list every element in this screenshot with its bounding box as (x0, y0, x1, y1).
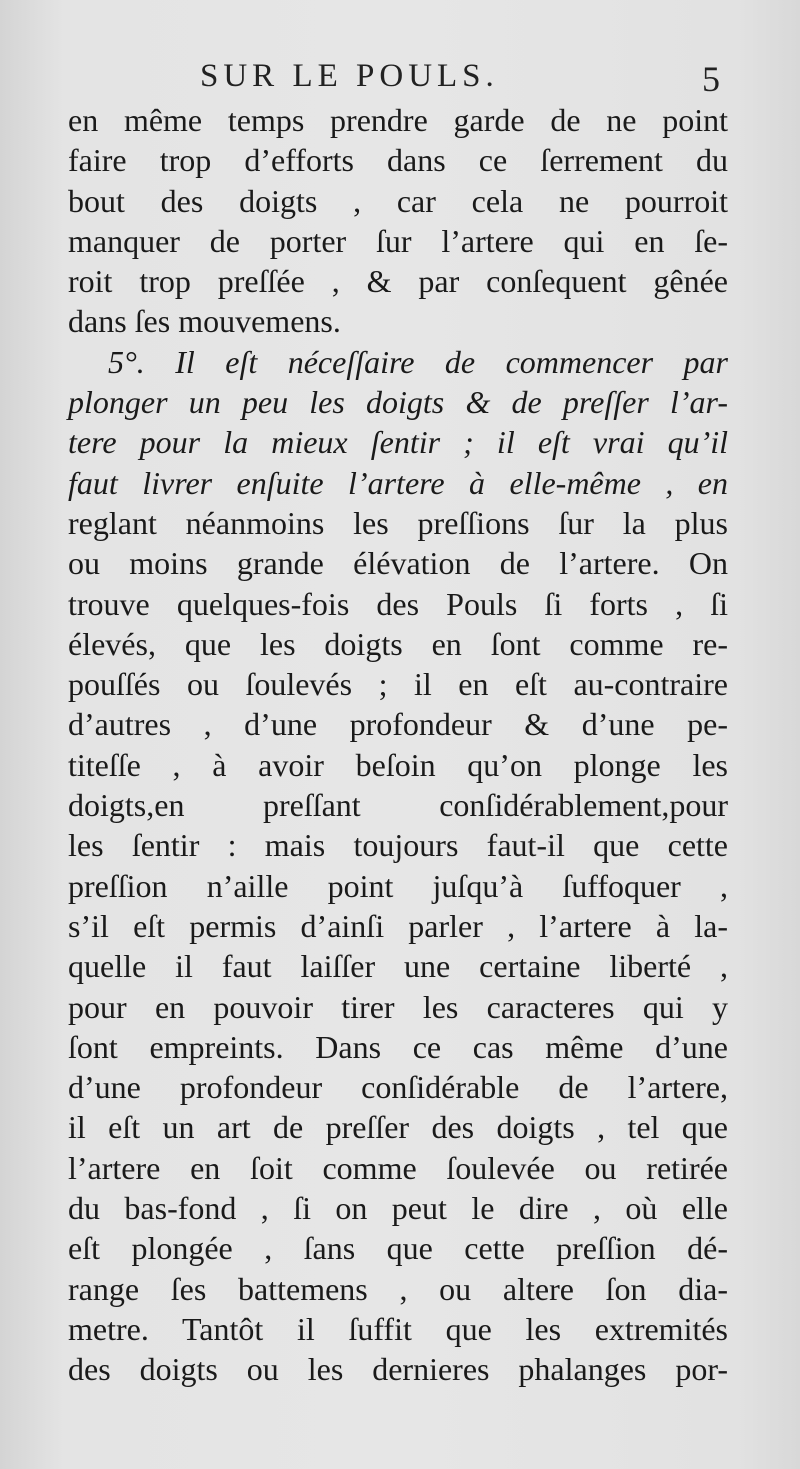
text-line: d’une profondeur conſidérable de l’artere, (68, 1069, 728, 1106)
text-line: les ſentir : mais toujours faut-il que cette (68, 827, 728, 864)
text-line: ou moins grande élévation de l’artere. On (68, 545, 728, 582)
text-line: 5°. Il eſt néceſſaire de commencer par (108, 343, 728, 380)
body-text (68, 100, 728, 1390)
text-line: preſſion n’aille point juſqu’à ſuffoquer , (68, 867, 728, 904)
text-line: l’artere en ſoit comme ſoulevée ou retirée (68, 1149, 728, 1186)
text-line: des doigts ou les dernieres phalanges por- (68, 1351, 728, 1388)
text-line: tere pour la mieux ſentir ; il eſt vrai qu’il (68, 424, 728, 461)
text-line: dans ſes mouvemens. (68, 303, 341, 340)
page-number: 5 (702, 59, 720, 99)
text-line: doigts,en preſſant conſidérablement,pour (68, 787, 728, 824)
text-line: s’il eſt permis d’ainſi parler , l’artere à la- (68, 907, 728, 944)
text-line: d’autres , d’une profondeur & d’une pe- (68, 706, 728, 743)
text-line: faut livrer enſuite l’artere à elle-même , en (68, 464, 728, 501)
text-line: ſont empreints. Dans ce cas même d’une (68, 1028, 728, 1065)
text-line: titeſſe , à avoir beſoin qu’on plonge les (68, 746, 728, 783)
text-line: élevés, que les doigts en ſont comme re- (68, 625, 728, 662)
text-line: eſt plongée , ſans que cette preſſion dé- (68, 1230, 728, 1267)
text-line: reglant néanmoins les preſſions ſur la plus (68, 504, 728, 541)
text-line: plonger un peu les doigts & de preſſer l’ar- (68, 384, 728, 421)
text-line: bout des doigts , car cela ne pourroit (68, 182, 728, 219)
running-head: SUR LE POULS. (200, 58, 499, 94)
text-line: du bas-fond , ſi on peut le dire , où elle (68, 1190, 728, 1227)
text-line: trouve quelques-fois des Pouls ſi forts , ſi (68, 585, 728, 622)
text-line: pouſſés ou ſoulevés ; il en eſt au-contraire (68, 666, 728, 703)
text-line: en même temps prendre garde de ne point (68, 102, 728, 138)
text-line: faire trop d’efforts dans ce ſerrement du (68, 142, 728, 179)
text-line: quelle il faut laiſſer une certaine liberté , (68, 948, 728, 985)
text-line: manquer de porter ſur l’artere qui en ſe- (68, 222, 728, 259)
text-line: roit trop preſſée , & par conſequent gênée (68, 263, 728, 300)
text-line: range ſes battemens , ou altere ſon dia- (68, 1270, 728, 1307)
text-line: pour en pouvoir tirer les caracteres qui y (68, 988, 728, 1025)
text-line: metre. Tantôt il ſuffit que les extremités (68, 1310, 728, 1347)
text-line: il eſt un art de preſſer des doigts , tel que (68, 1109, 728, 1146)
